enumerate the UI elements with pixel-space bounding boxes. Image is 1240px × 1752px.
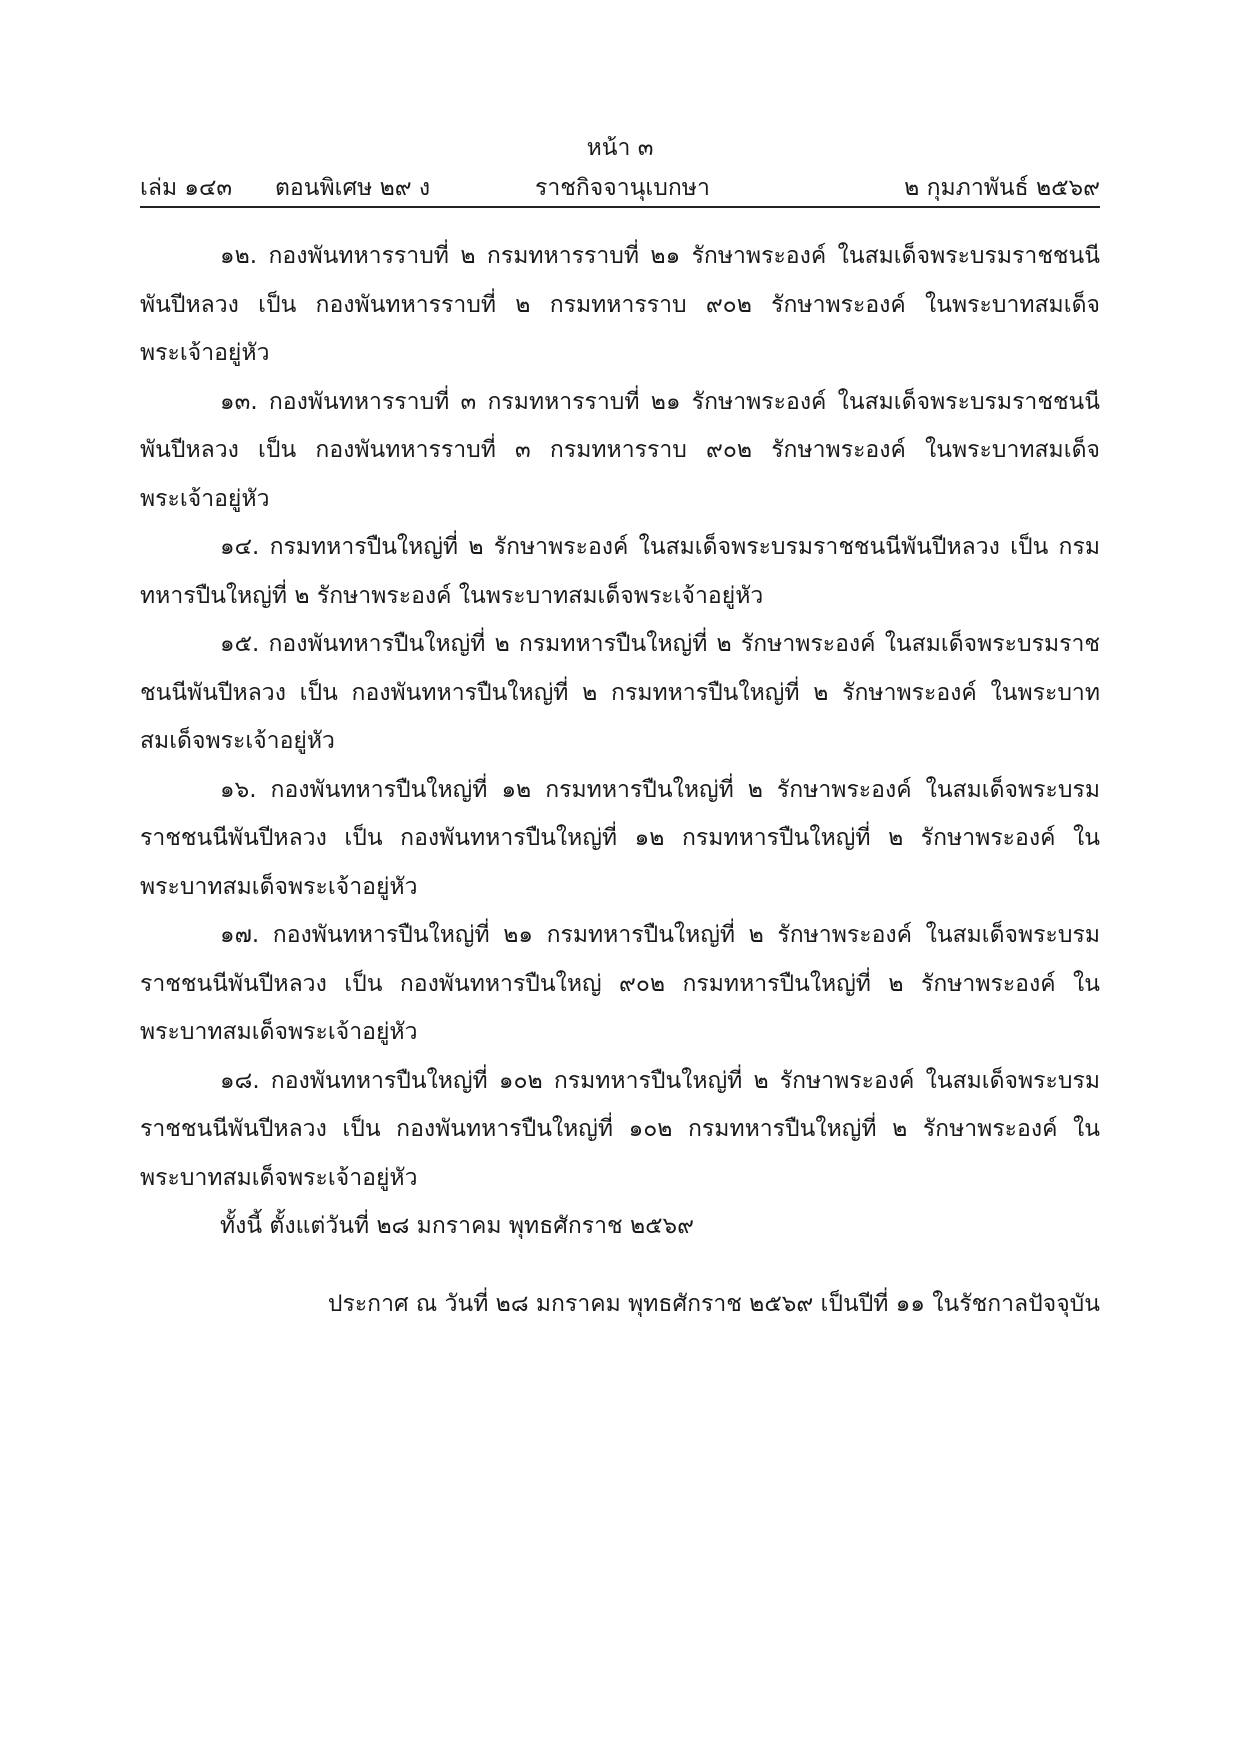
paragraph-item-14: ๑๔. กรมทหารปืนใหญ่ที่ ๒ รักษาพระองค์ ในสมเด็จพระบรมราชชนนีพันปีหลวง เป็น กรมทหารปืนใหญ่ที่ ๒ รักษาพระองค์ ในพระบาทสมเด็จพระเจ้าอยู่หัว xyxy=(140,534,1100,609)
paragraph-item-18: ๑๘. กองพันทหารปืนใหญ่ที่ ๑๐๒ กรมทหารปืนใหญ่ที่ ๒ รักษาพระองค์ ในสมเด็จพระบรมราชชนนีพันปีหลวง เป็น กองพันทหารปืนใหญ่ที่ ๑๐๒ กรมทหารปืนใหญ่ที่ ๒ รักษาพระองค์ ในพระบาทสมเด็จพระเจ้าอยู่หัว xyxy=(140,1067,1100,1191)
effective-date-paragraph: ทั้งนี้ ตั้งแต่วันที่ ๒๘ มกราคม พุทธศักราช ๒๕๖๙ xyxy=(220,1213,694,1239)
publication-date: ๒ กุมภาพันธ์ ๒๕๖๙ xyxy=(904,175,1100,201)
paragraph-item-13: ๑๓. กองพันทหารราบที่ ๓ กรมทหารราบที่ ๒๑ รักษาพระองค์ ในสมเด็จพระบรมราชชนนีพันปีหลวง เป็น กองพันทหารราบที่ ๓ กรมทหารราบ ๙๐๒ รักษาพระองค์ ในพระบาทสมเด็จพระเจ้าอยู่หัว xyxy=(140,388,1100,512)
volume-label: เล่ม ๑๔๓ xyxy=(140,175,233,201)
paragraph-item-17: ๑๗. กองพันทหารปืนใหญ่ที่ ๒๑ กรมทหารปืนใหญ่ที่ ๒ รักษาพระองค์ ในสมเด็จพระบรมราชชนนีพันปีหลวง เป็น กองพันทหารปืนใหญ่ ๙๐๒ กรมทหารปืนใหญ่ที่ ๒ รักษาพระองค์ ในพระบาทสมเด็จพระเจ้าอยู่หัว xyxy=(140,922,1100,1045)
paragraph-item-15: ๑๕. กองพันทหารปืนใหญ่ที่ ๒ กรมทหารปืนใหญ่ที่ ๒ รักษาพระองค์ ในสมเด็จพระบรมราชชนนีพันปีหลวง เป็น กองพันทหารปืนใหญ่ที่ ๒ กรมทหารปืนใหญ่ที่ ๒ รักษาพระองค์ ในพระบาทสมเด็จพระเจ้าอยู่หัว xyxy=(140,631,1100,754)
document-body xyxy=(140,232,1100,1251)
paragraph-item-12: ๑๒. กองพันทหารราบที่ ๒ กรมทหารราบที่ ๒๑ รักษาพระองค์ ในสมเด็จพระบรมราชชนนีพันปีหลวง เป็น กองพันทหารราบที่ ๒ กรมทหารราบ ๙๐๒ รักษาพระองค์ ในพระบาทสมเด็จพระเจ้าอยู่หัว xyxy=(140,243,1100,366)
proclamation-line: ประกาศ ณ วันที่ ๒๘ มกราคม พุทธศักราช ๒๕๖๙ เป็นปีที่ ๑๑ ในรัชกาลปัจจุบัน xyxy=(327,1291,1100,1317)
publication-title: ราชกิจจานุเบกษา xyxy=(535,175,710,201)
gazette-header xyxy=(140,170,1100,208)
section-label: ตอนพิเศษ ๒๙ ง xyxy=(275,175,431,201)
page-number: หน้า ๓ xyxy=(586,135,654,161)
paragraph-item-16: ๑๖. กองพันทหารปืนใหญ่ที่ ๑๒ กรมทหารปืนใหญ่ที่ ๒ รักษาพระองค์ ในสมเด็จพระบรมราชชนนีพันปีหลวง เป็น กองพันทหารปืนใหญ่ที่ ๑๒ กรมทหารปืนใหญ่ที่ ๒ รักษาพระองค์ ในพระบาทสมเด็จพระเจ้าอยู่หัว xyxy=(140,776,1100,900)
